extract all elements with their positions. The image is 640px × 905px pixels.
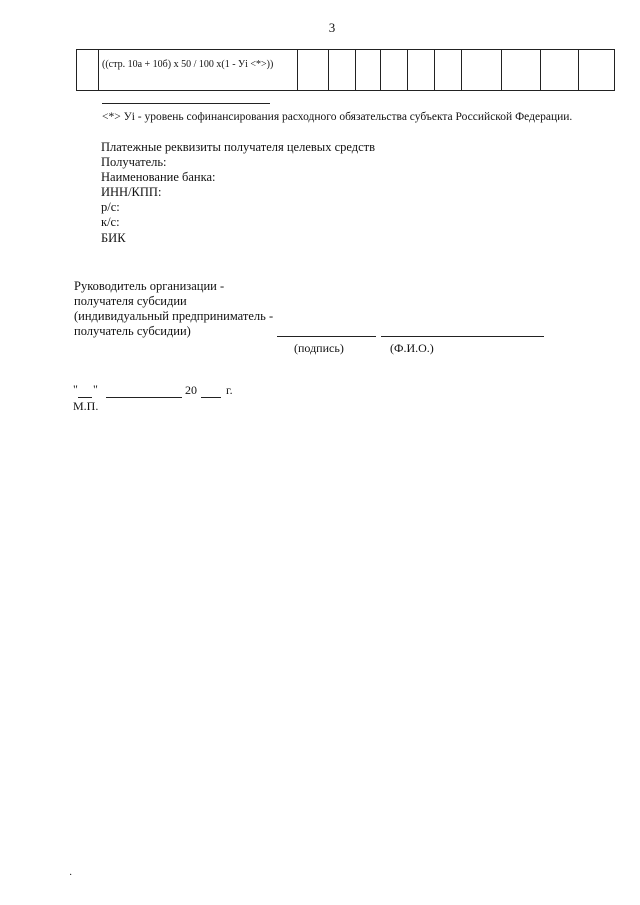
signature-role-line: получатель субсидии) — [74, 324, 191, 338]
date-close-quote: " — [93, 382, 98, 396]
footnote-text: <*> Уi - уровень софинансирования расходного обязательства субъекта Российской Федерации. — [102, 111, 573, 123]
signature-role-line: (индивидуальный предприниматель - — [74, 309, 274, 323]
name-caption: (Ф.И.О.) — [390, 341, 434, 355]
table-cell-formula — [99, 50, 298, 91]
formula-text: ((стр. 10а + 10б) х 50 / 100 х(1 - Уi <*>)) — [102, 59, 274, 70]
bik-label: БИК — [101, 231, 126, 245]
year-suffix: г. — [226, 383, 233, 397]
table-cell — [579, 50, 615, 91]
scan-speck: · — [69, 870, 73, 881]
year-prefix: 20 — [185, 383, 197, 397]
inn-kpp-label: ИНН/КПП: — [101, 185, 162, 199]
table-cell — [435, 50, 462, 91]
requisites-title: Платежные реквизиты получателя целевых средств — [101, 140, 376, 154]
calculation-table — [76, 49, 615, 91]
table-row — [77, 50, 615, 91]
corr-account-label: к/с: — [101, 215, 120, 229]
page-number: 3 — [328, 20, 336, 35]
recipient-label: Получатель: — [101, 155, 167, 169]
account-label: р/с: — [101, 200, 120, 214]
table-cell — [298, 50, 329, 91]
footnote-separator — [102, 103, 270, 104]
day-line — [78, 397, 92, 398]
stamp-label: М.П. — [73, 399, 99, 413]
table-cell — [541, 50, 579, 91]
name-line — [381, 336, 544, 337]
table-cell — [77, 50, 99, 91]
signature-role-line: получателя субсидии — [74, 294, 187, 308]
table-cell — [381, 50, 408, 91]
table-cell — [462, 50, 502, 91]
table-cell — [408, 50, 435, 91]
signature-line — [277, 336, 376, 337]
signature-role-line: Руководитель организации - — [74, 279, 225, 293]
signature-caption: (подпись) — [294, 341, 344, 355]
table-cell — [329, 50, 356, 91]
year-line — [201, 397, 221, 398]
bank-name-label: Наименование банка: — [101, 170, 216, 184]
month-line — [106, 397, 182, 398]
date-open-quote: " — [73, 382, 78, 396]
table-cell — [356, 50, 381, 91]
table-cell — [502, 50, 541, 91]
